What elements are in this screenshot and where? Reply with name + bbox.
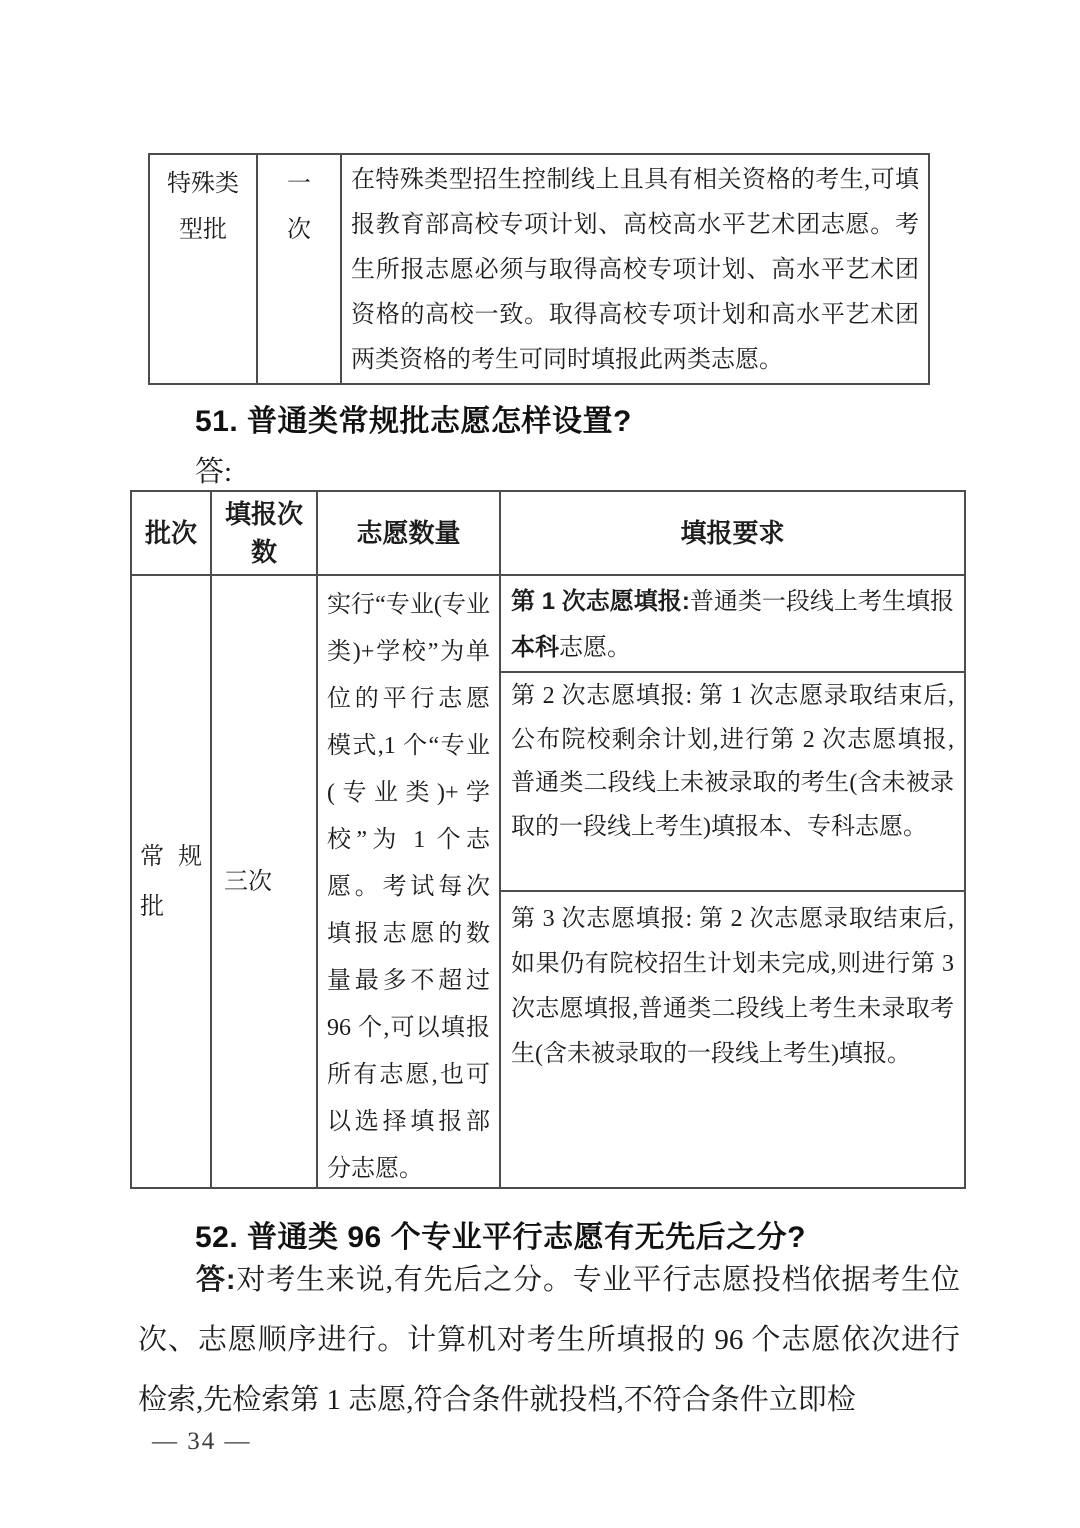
question-51-heading: 51. 普通类常规批志愿怎样设置? xyxy=(195,405,632,438)
regular-batch-table xyxy=(130,490,966,1189)
table-cell-quantity: 实行“专业(专业类)+学校”为单位的平行志愿模式,1 个“专业(专业类)+学校”为 1 个志愿。考试每次填报志愿的数量最多不超过 96 个,可以填报所有志愿,也可以选择填报部分志愿。 xyxy=(318,576,501,1187)
answer-52-paragraph xyxy=(138,1250,960,1430)
column-header-times: 填报次数 xyxy=(212,492,318,576)
question-52-heading: 52. 普通类 96 个专业平行志愿有无先后之分? xyxy=(195,1221,806,1254)
answer-52-label: 答: xyxy=(196,1264,236,1296)
table-cell-requirement-3: 第 3 次志愿填报: 第 2 次志愿录取结束后,如果仍有院校招生计划未完成,则进行第 3 次志愿填报,普通类二段线上考生未录取考生(含未被录取的一段线上考生)填报。 xyxy=(511,906,954,1067)
requirement-1-post: 志愿。 xyxy=(559,635,631,661)
table-cell-three-times xyxy=(212,576,318,1187)
table-cell-requirement-2: 第 2 次志愿填报: 第 1 次志愿录取结束后,公布院校剩余计划,进行第 2 次志愿填报,普通类二段线上未被录取的考生(含未被录取的一段线上考生)填报本、专科志愿。 xyxy=(501,673,964,892)
table-cell-requirement-1 xyxy=(501,576,964,673)
three-times-text: 三次 xyxy=(224,868,272,895)
special-type-batch-table xyxy=(148,153,930,385)
column-header-requirement: 填报要求 xyxy=(501,492,964,576)
column-header-batch: 批次 xyxy=(132,492,212,576)
table-cell-requirement: 在特殊类型招生控制线上且具有相关资格的考生,可填报教育部高校专项计划、高校高水平艺术团志愿。考生所报志愿必须与取得高校专项计划、高水平艺术团资格的高校一致。取得高校专项计划和高水平艺术团两类资格的考生可同时填报此两类志愿。 xyxy=(351,167,919,373)
regular-batch-text: 常规批 xyxy=(140,843,202,920)
page-number: — 34 — xyxy=(152,1428,252,1455)
requirement-1-label: 第 1 次志愿填报: xyxy=(511,588,690,615)
answer-52-text: 对考生来说,有先后之分。专业平行志愿投档依据考生位次、志愿顺序进行。计算机对考生所填报的 96 个志愿依次进行检索,先检索第 1 志愿,符合条件就投档,不符合条件立即检 xyxy=(138,1264,960,1416)
answer-51-label: 答: xyxy=(195,456,233,488)
column-header-quantity: 志愿数量 xyxy=(318,492,501,576)
table-cell-batch: 特殊类型批 xyxy=(150,155,258,383)
requirement-1-emphasis: 本科 xyxy=(511,634,559,661)
table-cell-regular-batch xyxy=(132,576,212,1187)
table-cell-times: 一次 xyxy=(258,155,342,383)
requirement-1-pre: 普通类一段线上考生填报 xyxy=(689,589,954,615)
